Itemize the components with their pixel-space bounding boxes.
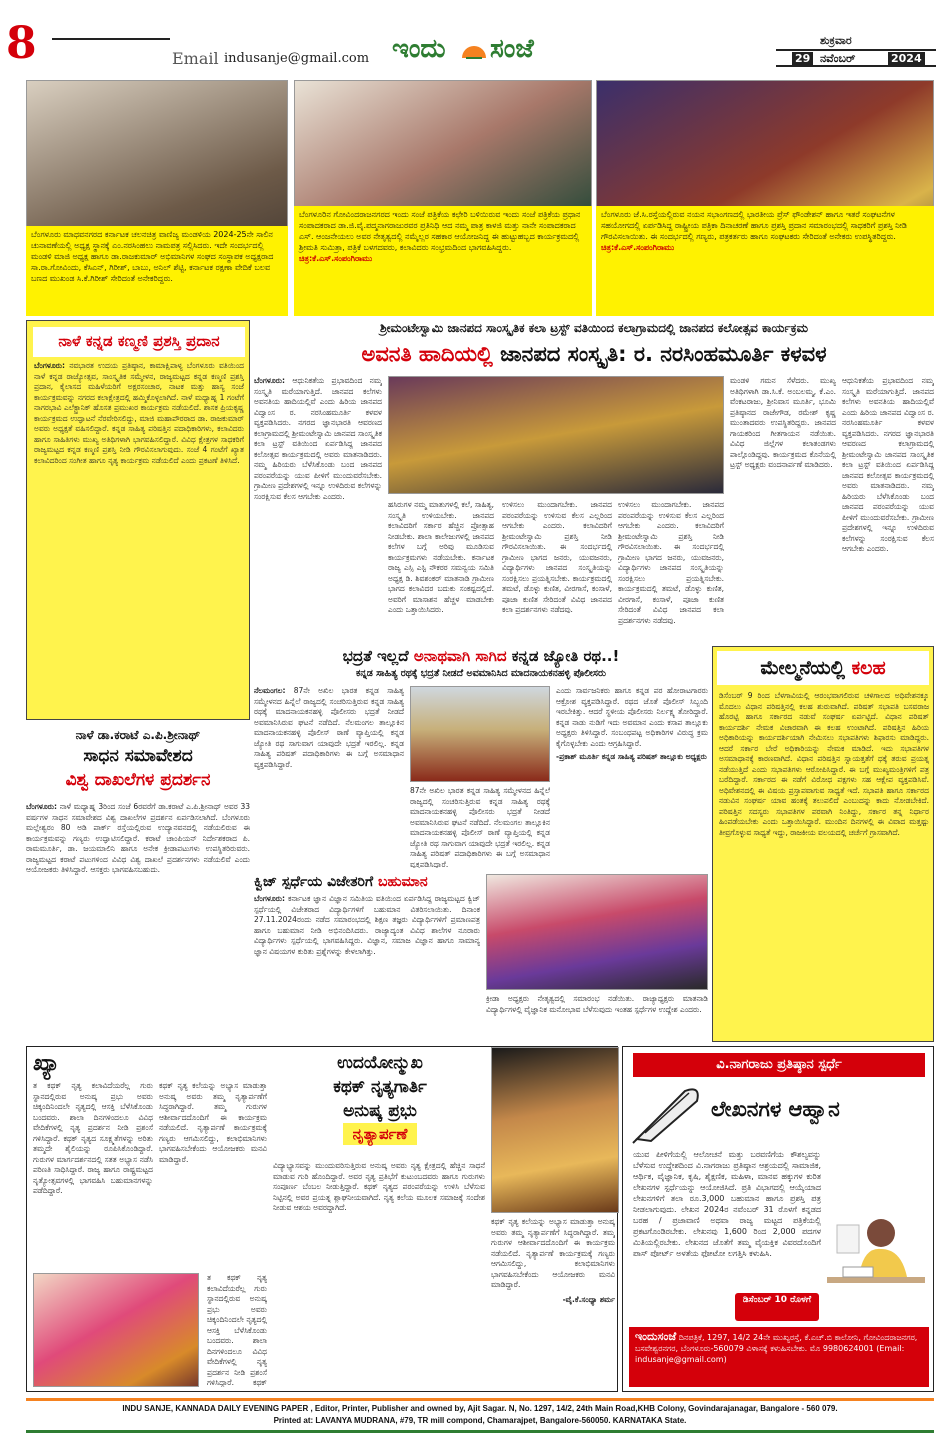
- lead-col-4: ಮಂಡಳಿ ಗಮನ ಸೆಳೆದರು. ಮುಖ್ಯ ಅತಿಥಿಗಳಾಗಿ ಡಾ.ಸಿ.ಕೆ. ಅಂಬಲಮ್ಮ, ಕೆ.ಎಂ. ವೆಂಕಟರಾಜು, ಶ್ರೀನಿವಾಸ ಮೂರ್ತಿ, ಭೂಮಿ ಪ್ರತಿಷ್ಠಾನದ ರಾಜೇಗೌಡ, ರಮೇಶ್ ಕೃಷ್ಣ ಮುಂತಾದವರು ಉಪಸ್ಥಿತರಿದ್ದರು. ಜಾನಪದ ಗಾಯಕರಿಂದ ಗೀತಗಾಯನ ನಡೆಯಿತು. ವಿವಿಧ ಜಿಲ್ಲೆಗಳ ಕಲಾತಂಡಗಳು ಪಾಲ್ಗೊಂಡಿದ್ದವು. ಕಾರ್ಯಕ್ರಮದ ಕೊನೆಯಲ್ಲಿ ಟ್ರಸ್ಟ್ ಅಧ್ಯಕ್ಷರು ವಂದನಾರ್ಪಣೆ ಮಾಡಿದರು.: [730, 376, 836, 469]
- weekday: ಶುಕ್ರವಾರ: [820, 34, 852, 47]
- ratha-col-2: 87ನೇ ಅಖಿಲ ಭಾರತ ಕನ್ನಡ ಸಾಹಿತ್ಯ ಸಮ್ಮೇಳನದ ಹಿನ್ನೆಲೆ ರಾಜ್ಯದಲ್ಲಿ ಸಂಚರಿಸುತ್ತಿರುವ ಕನ್ನಡ ಸಾಹಿತ್ಯ ರಥಕ್ಕೆ ಮಾದನಾಯಕನಹಳ್ಳಿ ಪೊಲೀಸರು ಭದ್ರತೆ ನೀಡದೆ ಅವಮಾನಿಸಿರುವ ಘಟನೆ ನಡೆದಿದೆ. ನೆಲಮಂಗಲ ತಾಲ್ಲೂಕಿನ ಮಾದನಾಯಕನಹಳ್ಳಿ ಪೊಲೀಸ್ ಠಾಣೆ ವ್ಯಾಪ್ತಿಯಲ್ಲಿ ಕನ್ನಡ ಜ್ಯೋತಿ ರಥ ಸಾಗುವಾಗ ಯಾವುದೇ ಭದ್ರತೆ ಇರಲಿಲ್ಲ. ಕನ್ನಡ ಸಾಹಿತ್ಯ ಪರಿಷತ್ ಪದಾಧಿಕಾರಿಗಳು ಈ ಬಗ್ಗೆ ಅಸಮಾಧಾನ ವ್ಯಕ್ತಪಡಿಸಿದ್ದಾರೆ.: [410, 786, 550, 868]
- kalaha-headline-pre: ಮೇಲ್ಮನೆಯಲ್ಲಿ: [760, 657, 852, 679]
- lead-col-2: ಹಸಿರುಗಳ ನಮ್ಮ ಮಾತುಗಳಲ್ಲಿ ಕಲೆ, ಸಾಹಿತ್ಯ, ಸಂಸ್ಕೃತಿ ಉಳಿಯಬೇಕು. ಜಾನಪದ ಕಲಾವಿದರಿಗೆ ಸರ್ಕಾರ ಹೆಚ್ಚಿನ ಪ್ರೋತ್ಸಾಹ ನೀಡಬೇಕು. ಶಾಲಾ ಕಾಲೇಜುಗಳಲ್ಲಿ ಜಾನಪದ ಕಲೆಗಳ ಬಗ್ಗೆ ಅರಿವು ಮೂಡಿಸುವ ಕಾರ್ಯಕ್ರಮಗಳು ನಡೆಯಬೇಕು. ಕರ್ನಾಟಕ ರಾಜ್ಯ ಎಸ್ಸಿ ಎಸ್ಟಿ ನೌಕರರ ಸಮನ್ವಯ ಸಮಿತಿ ಅಧ್ಯಕ್ಷ ಡಿ. ಶಿವಶಂಕರ್ ಮಾತನಾಡಿ ಗ್ರಾಮೀಣ ಭಾಗದ ಕಲಾವಿದರ ಬದುಕು ಸಂಕಷ್ಟದಲ್ಲಿದೆ. ಅವರಿಗೆ ಮಾಸಾಶನ ಹೆಚ್ಚಳ ಮಾಡಬೇಕು ಎಂದು ಒತ್ತಾಯಿಸಿದರು.: [388, 500, 494, 614]
- ratha-headline-pre: ಭದ್ರತೆ ಇಲ್ಲದೆ: [342, 647, 414, 665]
- dance-credit: -ವೈ.ಕೆ.ಸಂಧ್ಯಾ ಶರ್ಮ: [562, 1294, 615, 1304]
- article-quiz: [254, 872, 708, 1042]
- quiz-body-2: ಕ್ರೀಡಾ ಅಧ್ಯಕ್ಷರು ನೇತೃತ್ವದಲ್ಲಿ ಸಮಾರಂಭ ನಡೆಯಿತು. ರಾಜ್ಯಾಧ್ಯಕ್ಷರು ಮಾತನಾಡಿ ವಿದ್ಯಾರ್ಥಿಗಳಲ್ಲಿ ವೈಜ್ಞಾನಿಕ ಮನೋಭಾವ ಬೆಳೆಸುವುದು ಇಂತಹ ಸ್ಪರ್ಧೆಗಳ ಉದ್ದೇಶ ಎಂದರು.: [486, 994, 708, 1014]
- writer-illustration: [823, 1207, 929, 1317]
- quiz-headline-red: ಬಹುಮಾನ: [377, 874, 428, 890]
- photo-3-credit: ಚಿತ್ರ:ಕೆ.ಎಸ್.ಸಂಪಂಗಿರಾಮು: [601, 243, 675, 252]
- footer-rule-orange: [26, 1398, 934, 1401]
- newspaper-logo: [392, 34, 552, 72]
- ratha-headline-post: ಕನ್ನಡ ಜ್ಯೋತಿ ರಥ..!: [506, 647, 620, 665]
- headline-kanmani: ನಾಳೆ ಕನ್ನಡ ಕಣ್ಮಣಿ ಪ್ರಶಸ್ತಿ ಪ್ರದಾನ: [33, 327, 245, 357]
- text-karate: ನಾಳೆ ಮಧ್ಯಾಹ್ನ 3ರಿಂದ ಸಂಜೆ 6ರವರೆಗೆ ಡಾ.ಕರಾಟೆ ಎ.ಪಿ.ಶ್ರೀನಾಥ್ ಅವರ 33 ವರ್ಷಗಳ ಸಾಧನ ಸಮಾವೇಶದ ವಿಶ್ವ ದಾಖಲೆಗಳ ಪ್ರದರ್ಶನ ಏರ್ಪಡಿಸಲಾಗಿದೆ. ಬೆಂಗಳೂರು ಮಲ್ಲೇಶ್ವರಂ 80 ಅಡಿ ಪಾರ್ಕ್ ರಸ್ತೆಯಲ್ಲಿರುವ ಉದ್ಯಾನವನದಲ್ಲಿ ನಡೆಯಲಿರುವ ಈ ಕಾರ್ಯಕ್ರಮವನ್ನು ಗಣ್ಯರು ಉದ್ಘಾಟಿಸಲಿದ್ದಾರೆ. ಕರಾಟೆ ಚಾಂಪಿಯನ್ ನಿರ್ದೇಶಕರಾದ ಪಿ. ರಾಮಮೂರ್ತಿ, ಡಾ. ಜಯಮಾಲಿನಿ ಹಾಗೂ ಅನೇಕ ಕ್ರೀಡಾಪಟುಗಳು ಉಪಸ್ಥಿತರಿರುವರು. ರಾಜ್ಯಮಟ್ಟದ ಕರಾಟೆ ಪಟುಗಳಿಂದ ವಿವಿಧ ವಿಶ್ವ ದಾಖಲೆ ಪ್ರದರ್ಶನಗಳು ನಡೆಯಲಿವೆ ಎಂದು ಆಯೋಜಕರು ತಿಳಿಸಿದ್ದಾರೆ. ಆಸಕ್ತರು ಭಾಗವಹಿಸಬಹುದು.: [26, 802, 250, 874]
- ratha-col-1: [254, 686, 404, 868]
- ad-address-box: [629, 1327, 929, 1387]
- dance-photo-small: [33, 1273, 199, 1387]
- date-month: ನವೆಂಬರ್: [820, 52, 856, 65]
- quiz-photo: [486, 874, 708, 990]
- lead-col-5: ಆಧುನಿಕತೆಯ ಪ್ರಭಾವದಿಂದ ನಮ್ಮ ಸಂಸ್ಕೃತಿ ಮರೆಯಾಗುತ್ತಿದೆ. ಜಾನಪದ ಕಲೆಗಳು ಅವನತಿಯ ಹಾದಿಯಲ್ಲಿವೆ ಎಂದು ಹಿರಿಯ ಜಾನಪದ ವಿದ್ವಾಂಸ ರ. ನರಸಿಂಹಮೂರ್ತಿ ಕಳವಳ ವ್ಯಕ್ತಪಡಿಸಿದರು. ನಗರದ ಜ್ಞಾನಭಾರತಿ ಆವರಣದ ಕಲಾಗ್ರಾಮದಲ್ಲಿ ಶ್ರೀಮಂಟೇಸ್ವಾಮಿ ಜಾನಪದ ಸಾಂಸ್ಕೃತಿಕ ಕಲಾ ಟ್ರಸ್ಟ್ ವತಿಯಿಂದ ಏರ್ಪಡಿಸಿದ್ದ ಜಾನಪದ ಕಲೋತ್ಸವ ಕಾರ್ಯಕ್ರಮದಲ್ಲಿ ಅವರು ಮಾತನಾಡಿದರು. ನಮ್ಮ ಹಿರಿಯರು ಬೆಳೆಸಿಕೊಂಡು ಬಂದ ಜಾನಪದ ಪರಂಪರೆಯನ್ನು ಯುವ ಪೀಳಿಗೆ ಮುಂದುವರೆಸಬೇಕು. ಗ್ರಾಮೀಣ ಪ್ರದೇಶಗಳಲ್ಲಿ ಇನ್ನೂ ಉಳಿದಿರುವ ಕಲೆಗಳನ್ನು ಸಂರಕ್ಷಿಸುವ ಕೆಲಸ ಆಗಬೇಕು ಎಂದರು.: [842, 376, 934, 553]
- ratha-dateline: ನೆಲಮಂಗಲ:: [254, 686, 286, 695]
- dance-col-5: ತ ಕಥಕ್ ನೃತ್ಯ ಕಲಾವಿದೆಯರೆಲ್ಲ ಗುರು ಸ್ಥಾನದಲ್ಲಿರುವ ಅನುಷ್ಕ ಪ್ರಭು ಅವರು ಚಿಕ್ಕಂದಿನಿಂದಲೇ ನೃತ್ಯದಲ್ಲಿ ಆಸಕ್ತಿ ಬೆಳೆಸಿಕೊಂಡು ಬಂದವರು. ಶಾಲಾ ದಿನಗಳಿಂದಲೂ ವಿವಿಧ ವೇದಿಕೆಗಳಲ್ಲಿ ನೃತ್ಯ ಪ್ರದರ್ಶನ ನೀಡಿ ಪ್ರಶಂಸೆ ಗಳಿಸಿದ್ದಾರೆ. ಕಥಕ್: [207, 1273, 267, 1387]
- dance-col-4-text: ಕಥಕ್ ನೃತ್ಯ ಕಲೆಯನ್ನು ಅಭ್ಯಾಸ ಮಾಡುತ್ತಾ ಅನುಷ್ಕ ಅವರು ತಮ್ಮ ನೃತ್ಯಾರ್ಪಣೆಗೆ ಸಿದ್ಧರಾಗಿದ್ದಾರೆ. ತಮ್ಮ ಗುರುಗಳ ಆಶೀರ್ವಾದದೊಂದಿಗೆ ಈ ಕಾರ್ಯಕ್ರಮ ನಡೆಯಲಿದೆ. ನೃತ್ಯಾರ್ಪಣೆ ಕಾರ್ಯಕ್ರಮಕ್ಕೆ ಗಣ್ಯರು ಆಗಮಿಸಲಿದ್ದು, ಕಲಾಭಿಮಾನಿಗಳು ಭಾಗವಹಿಸಬೇಕೆಂದು ಆಯೋಜಕರು ಮನವಿ ಮಾಡಿದ್ದಾರೆ.: [491, 1217, 615, 1289]
- quiz-dateline: ಬೆಂಗಳೂರು:: [254, 894, 286, 903]
- photo-2-credit: ಚಿತ್ರ:ಕೆ.ಎಸ್.ಸಂಪಂಗಿರಾಮು: [299, 254, 373, 263]
- ratha-col-3: [556, 686, 708, 868]
- dance-headline: [273, 1051, 487, 1159]
- deadline-badge: ಡಿಸೆಂಬರ್ 10 ರೊಳಗೆ: [735, 1293, 819, 1321]
- lead-photo: [388, 376, 724, 494]
- ad-body: ಯುವ ಪೀಳಿಗೆಯಲ್ಲಿ ಆಲೋಚನೆ ಮತ್ತು ಬರವಣಿಗೆಯ ಕೌಶಲ್ಯವನ್ನು ಬೆಳೆಸುವ ಉದ್ದೇಶದಿಂದ ವಿ.ನಾಗರಾಜು ಪ್ರತಿಷ್ಠಾನ ಆಶ್ರಯದಲ್ಲಿ ಸಾಮಾಜಿಕ, ಆರ್ಥಿಕ, ವೈಜ್ಞಾನಿಕ, ಕೃಷಿ, ಶೈಕ್ಷಣಿಕ, ಮಹಿಳಾ, ಮಾನವ ಹಕ್ಕುಗಳ ಕುರಿತ ಲೇಖನಗಳ ಸ್ಪರ್ಧೆಯನ್ನು ಆಯೋಜಿಸಿದೆ. ಪ್ರತಿ ವಿಭಾಗದಲ್ಲಿ ಆಯ್ಕೆಯಾದ ಲೇಖನಗಳಿಗೆ ತಲಾ ರೂ.3,000 ಬಹುಮಾನ ಹಾಗೂ ಪ್ರಶಸ್ತಿ ಪತ್ರ ನೀಡಲಾಗುವುದು. ಲೇಖನ 2024ರ ನವೆಂಬರ್ 31 ರೊಳಗೆ ಕನ್ನಡದ ಬರಹ / ಪ್ರಜಾವಾಣಿ ಅಥವಾ ರಾಜ್ಯ ಮಟ್ಟದ ಪತ್ರಿಕೆಯಲ್ಲಿ ಪ್ರಕಟಗೊಂಡಿರಬೇಕು. ಲೇಖನವು 1,600 ರಿಂದ 2,000 ಪದಗಳ ಮಿತಿಯಲ್ಲಿರಬೇಕು. ಲೇಖನದ ಜೊತೆಗೆ ತಮ್ಮ ವೈಯಕ್ತಿಕ ವಿವರದೊಂದಿಗೆ ಪಾಸ್ ಪೋರ್ಟ್ ಅಳತೆಯ ಫೋಟೋ ಲಗತ್ತಿಸಿ ಕಳುಹಿಸಿ.: [633, 1150, 821, 1258]
- dance-photo-portrait: [491, 1047, 619, 1213]
- ratha-credit: -ಪ್ರಕಾಶ್ ಮೂರ್ತಿ ಕನ್ನಡ ಸಾಹಿತ್ಯ ಪರಿಷತ್ ತಾಲ್ಲೂಕು ಅಧ್ಯಕ್ಷರು: [556, 752, 707, 761]
- lead-col-1: [254, 376, 382, 642]
- date-day: 29: [792, 52, 813, 65]
- dance-headline-2: ಕಥಕ್ ನೃತ್ಯಗಾರ್ತಿ: [333, 1077, 427, 1097]
- dance-headline-4: ನೃತ್ಯಾರ್ಪಣೆ: [343, 1123, 418, 1145]
- article-dance: [26, 1046, 618, 1392]
- email-label: Email: [172, 49, 219, 68]
- page-number: 8: [6, 18, 37, 69]
- dance-headline-3: ಅನುಷ್ಕ ಪ್ರಭು: [343, 1101, 417, 1121]
- logo-right-text: ಸಂಜೆ: [490, 34, 534, 64]
- photo-2-caption-text: ಬೆಂಗಳೂರಿನ ಗೋವಿಂದರಾಜನಗರದ ಇಂದು ಸಂಜೆ ಪತ್ರಿಕೆಯ ಕಛೇರಿ ಬಳಿಯಿರುವ ಇಂದು ಸಂಜೆ ಪತ್ರಿಕೆಯ ಪ್ರಧಾನ ಸಂಪಾದಕರಾದ ಡಾ.ಜಿ.ವೈ.ಪದ್ಮನಾಗರಾಜುರವರ ಪ್ರತಿನಿಧಿ ಆದ ನಮ್ಮ ಪಾತ್ರ ಕಾಳಜಿ ಮತ್ತು ನಾನೇ ಸಂಪಾದಕರಾದ ಎಸ್. ಆಂಜನೇಯಲು ಅವರ ನೇತೃತ್ವದಲ್ಲಿ ನಮ್ಮೆಲ್ಲರ ಸಹಕಾರ ಆಯೋಜನಿದ್ದ ಈ ಹುಟ್ಟುಹಬ್ಬದ ಕಾರ್ಯಕ್ರಮದಲ್ಲಿ ಶ್ರೀಮತಿ ಸುಮಿತ್ರಾ, ಪತ್ರಿಕೆ ಬಳಗದವರು, ಕಲಾವಿದರು ಸಂಭ್ರಮದಿಂದ ಭಾಗವಹಿಸಿದ್ದರು.: [299, 210, 581, 252]
- ad-kicker: ವಿ.ನಾಗರಾಜು ಪ್ರತಿಷ್ಠಾನ ಸ್ಪರ್ಧೆ: [633, 1053, 925, 1077]
- ratha-subhead: ಕನ್ನಡ ಸಾಹಿತ್ಯ ರಥಕ್ಕೆ ಭದ್ರತೆ ನೀಡದೆ ಅವಮಾನಿಸಿದ ಮಾದನಾಯಕನಹಳ್ಳಿ ಪೊಲೀಸರು: [355, 668, 607, 679]
- photo-3-caption-text: ಬೆಂಗಳೂರು ಜೆ.ಸಿ.ರಸ್ತೆಯಲ್ಲಿರುವ ನಯನ ಸಭಾಂಗಣದಲ್ಲಿ ಭಾರತೀಯ ಪ್ರೆಸ್ ಫೌಂಡೇಶನ್ ಹಾಗೂ ಇತರೆ ಸಂಘಟನೆಗಳ ಸಹಯೋಗದಲ್ಲಿ ಏರ್ಪಡಿಸಿದ್ದ ರಾಷ್ಟ್ರೀಯ ಪತ್ರಿಕಾ ದಿನಾಚರಣೆ ಹಾಗೂ ಪ್ರಶಸ್ತಿ ಪ್ರದಾನ ಸಮಾರಂಭದಲ್ಲಿ ಸಾಧಕರಿಗೆ ಪ್ರಶಸ್ತಿ ನೀಡಿ ಗೌರವಿಸಲಾಯಿತು. ಈ ಸಂದರ್ಭದಲ್ಲಿ ಗಣ್ಯರು, ಪತ್ರಕರ್ತರು ಹಾಗೂ ಸಂಘಟಕರು ಸೇರಿದಂತೆ ಅನೇಕರು ಉಪಸ್ಥಿತರಿದ್ದರು.: [601, 210, 907, 241]
- kalaha-headline: [717, 651, 929, 685]
- headline-karate-1: ಸಾಧನ ಸಮಾವೇಶದ: [83, 746, 193, 766]
- body-karate: [26, 802, 250, 1042]
- ad-address-text: ದಿನಪತ್ರಿಕೆ, 1297, 14/2 24ನೇ ಮುಖ್ಯರಸ್ತೆ, ಕೆ.ಎಚ್.ಬಿ ಕಾಲೋನಿ, ಗೋವಿಂದರಾಜನಗರ, ಬಸವೇಶ್ವರನಗರ, ಬೆಂಗಳೂರು-560079 ವಿಳಾಸಕ್ಕೆ ಕಳುಹಿಸಬೇಕು. ಮೊ 9980624001 (Email: indusanje@gmail.com): [635, 1333, 918, 1364]
- ratha-col-3-text: ಎಂದು ಸಾರ್ವಜನಿಕರು ಹಾಗೂ ಕನ್ನಡ ಪರ ಹೋರಾಟಗಾರರು ಆಕ್ರೋಶ ವ್ಯಕ್ತಪಡಿಸಿದ್ದಾರೆ. ರಥದ ಜೊತೆ ಪೊಲೀಸ್ ಸಿಬ್ಬಂದಿ ಇರಬೇಕಿತ್ತು. ಆದರೆ ಸ್ಥಳೀಯ ಪೊಲೀಸರು ನಿರ್ಲಕ್ಷ್ಯ ತೋರಿದ್ದಾರೆ. ಕನ್ನಡ ನಾಡು ನುಡಿಗೆ ಇದು ಅವಮಾನ ಎಂದು ಕಸಾಪ ತಾಲ್ಲೂಕು ಅಧ್ಯಕ್ಷರು ತಿಳಿಸಿದ್ದಾರೆ. ಸಂಬಂಧಪಟ್ಟ ಅಧಿಕಾರಿಗಳ ವಿರುದ್ಧ ಕ್ರಮ ಕೈಗೊಳ್ಳಬೇಕು ಎಂದು ಆಗ್ರಹಿಸಿದ್ದಾರೆ.: [556, 686, 708, 748]
- kicker-karate: ನಾಳೆ ಡಾ.ಕರಾಟೆ ಎ.ಪಿ.ಶ್ರೀನಾಥ್: [75, 728, 201, 742]
- quiz-body: [254, 894, 480, 1042]
- dateline-kanmani: ಬೆಂಗಳೂರು:: [34, 361, 66, 370]
- text-kanmani: ನವಭಾರತ ಉದಯ ಪ್ರತಿಷ್ಠಾನ, ಕಾಮಾಕ್ಷಿಪಾಳ್ಯ ಬೆಂಗಳೂರು ವತಿಯಿಂದ ನಾಳೆ ಕನ್ನಡ ರಾಜ್ಯೋತ್ಸವ, ಸಾಂಸ್ಕೃತಿಕ ಸಮ್ಮೇಳನ, ರಾಜ್ಯಮಟ್ಟದ ಕನ್ನಡ ಕಣ್ಮಣಿ ಪ್ರಶಸ್ತಿ ಪ್ರದಾನ, ಕೈಲಾಸದ ಮಹಿಳೆಯರಿಗೆ ಅಕ್ಷರಸಂಚಾರ, ನಾಟಕ ಮತ್ತು ಹಾಸ್ಯ ಸಂಜೆ ಕಾರ್ಯಕ್ರಮವನ್ನು ನಗರದ ಕಲಾಕ್ಷೇತ್ರದಲ್ಲಿ ಹಮ್ಮಿಕೊಳ್ಳಲಾಗಿದೆ. ನಾಳೆ ಮಧ್ಯಾಹ್ನ 1 ಗಂಟೆಗೆ ನಾಗರಭಾವಿ ಎಲೆಕ್ಟ್ರಾನಿಕ್ ಹೊಸತ ಪ್ರಮುಖರ ಕಾರ್ಯಕ್ರಮ ನಡೆಯಲಿದೆ. ಶಾಸಕ ಪ್ರಿಯಕೃಷ್ಣ ಕಾರ್ಯಕ್ರಮದ ಉದ್ಘಾಟನೆ ನೆರವೇರಿಸಲಿದ್ದು, ಮಾಜಿ ಮಹಾಪೌರರಾದ ಡಾ. ರಾಜಕುಮಾರ್ ಅವರು ಅಧ್ಯಕ್ಷತೆ ವಹಿಸಲಿದ್ದಾರೆ. ಕನ್ನಡ ಸಾಹಿತ್ಯ ಪರಿಷತ್ತಿನ ಪದಾಧಿಕಾರಿಗಳು, ಕಲಾವಿದರು ಹಾಗೂ ಸಾಹಿತಿಗಳು ಮುಖ್ಯ ಅತಿಥಿಗಳಾಗಿ ಭಾಗವಹಿಸಲಿದ್ದಾರೆ. ವಿವಿಧ ಕ್ಷೇತ್ರಗಳ ಸಾಧಕರಿಗೆ ರಾಜ್ಯಮಟ್ಟದ ಕನ್ನಡ ಕಣ್ಮಣಿ ಪ್ರಶಸ್ತಿ ನೀಡಿ ಗೌರವಿಸಲಾಗುವುದು. ಸಂಜೆ 4 ಗಂಟೆಗೆ ಖ್ಯಾತ ಕಲಾವಿದರಿಂದ ಸಂಗೀತ ಹಾಗೂ ನೃತ್ಯ ಕಾರ್ಯಕ್ರಮ ನಡೆಯಲಿದೆ ಎಂದು ಪ್ರಕಟಣೆ ತಿಳಿಸಿದೆ.: [34, 361, 244, 465]
- quiz-body-text: ಕರ್ನಾಟಕ ಜ್ಞಾನ ವಿಜ್ಞಾನ ಸಮಿತಿಯ ವತಿಯಿಂದ ಏರ್ಪಡಿಸಿದ್ದ ರಾಜ್ಯಮಟ್ಟದ ಕ್ವಿಜ್ ಸ್ಪರ್ಧೆಯಲ್ಲಿ ವಿಜೇತರಾದ ವಿದ್ಯಾರ್ಥಿಗಳಿಗೆ ಬಹುಮಾನ ವಿತರಿಸಲಾಯಿತು. ದಿನಾಂಕ 27.11.2024ರಂದು ನಡೆದ ಸಮಾರಂಭದಲ್ಲಿ ಶಿಕ್ಷಣ ತಜ್ಞರು ವಿದ್ಯಾರ್ಥಿಗಳಿಗೆ ಪ್ರಮಾಣಪತ್ರ ಹಾಗೂ ಬಹುಮಾನ ನೀಡಿ ಅಭಿನಂದಿಸಿದರು. ರಾಜ್ಯಾದ್ಯಂತ ವಿವಿಧ ಶಾಲೆಗಳ ನೂರಾರು ವಿದ್ಯಾರ್ಥಿಗಳು ಸ್ಪರ್ಧೆಯಲ್ಲಿ ಭಾಗವಹಿಸಿದ್ದರು. ವಿಜ್ಞಾನ, ಸಮಾಜ ವಿಜ್ಞಾನ ಹಾಗೂ ಸಾಮಾನ್ಯ ಜ್ಞಾನ ವಿಷಯಗಳ ಕುರಿತು ಪ್ರಶ್ನೆಗಳನ್ನು ಕೇಳಲಾಗಿತ್ತು.: [254, 894, 480, 956]
- photo-feature-1: [26, 80, 288, 316]
- footer-line-1: INDU SANJE, KANNADA DAILY EVENING PAPER , Editor, Printer, Publisher and owned by, Ajit Sagar. N, No. 1297, 14/2, 24th Main Road,KHB Colony, Govindarajanagar, Bangalore - 560 079.: [122, 1404, 838, 1413]
- lead-headline-black: ಜಾನಪದ ಸಂಸ್ಕೃತಿ: ರ. ನರಸಿಂಹಮೂರ್ತಿ ಕಳವಳ: [500, 342, 827, 366]
- ratha-photo: [410, 686, 550, 782]
- masthead: [0, 0, 945, 78]
- lead-headline-red: ಅವನತಿ ಹಾದಿಯಲ್ಲಿ: [361, 342, 493, 366]
- lead-headline: [254, 338, 934, 372]
- dance-col-2: ಕಥಕ್ ನೃತ್ಯ ಕಲೆಯನ್ನು ಅಭ್ಯಾಸ ಮಾಡುತ್ತಾ ಅನುಷ್ಕ ಅವರು ತಮ್ಮ ನೃತ್ಯಾರ್ಪಣೆಗೆ ಸಿದ್ಧರಾಗಿದ್ದಾರೆ. ತಮ್ಮ ಗುರುಗಳ ಆಶೀರ್ವಾದದೊಂದಿಗೆ ಈ ಕಾರ್ಯಕ್ರಮ ನಡೆಯಲಿದೆ. ನೃತ್ಯಾರ್ಪಣೆ ಕಾರ್ಯಕ್ರಮಕ್ಕೆ ಗಣ್ಯರು ಆಗಮಿಸಲಿದ್ದು, ಕಲಾಭಿಮಾನಿಗಳು ಭಾಗವಹಿಸಬೇಕೆಂದು ಆಯೋಜಕರು ಮನವಿ ಮಾಡಿದ್ದಾರೆ.: [159, 1081, 267, 1164]
- photo-3-caption: [596, 206, 934, 316]
- dance-col-4: [491, 1217, 615, 1387]
- dance-col-1: ತ ಕಥಕ್ ನೃತ್ಯ ಕಲಾವಿದೆಯರೆಲ್ಲ ಗುರು ಸ್ಥಾನದಲ್ಲಿರುವ ಅನುಷ್ಕ ಪ್ರಭು ಅವರು ಚಿಕ್ಕಂದಿನಿಂದಲೇ ನೃತ್ಯದಲ್ಲಿ ಆಸಕ್ತಿ ಬೆಳೆಸಿಕೊಂಡು ಬಂದವರು. ಶಾಲಾ ದಿನಗಳಿಂದಲೂ ವಿವಿಧ ವೇದಿಕೆಗಳಲ್ಲಿ ನೃತ್ಯ ಪ್ರದರ್ಶನ ನೀಡಿ ಪ್ರಶಂಸೆ ಗಳಿಸಿದ್ದಾರೆ. ಕಥಕ್ ನೃತ್ಯದ ಸೂಕ್ಷ್ಮತೆಗಳನ್ನು ಅರಿತು ತಮ್ಮದೇ ಶೈಲಿಯನ್ನು ರೂಪಿಸಿಕೊಂಡಿದ್ದಾರೆ. ಗುರುಗಳ ಮಾರ್ಗದರ್ಶನದಲ್ಲಿ ಸತತ ಅಭ್ಯಾಸ ನಡೆಸಿ ಪರಿಣತಿ ಸಾಧಿಸಿದ್ದಾರೆ. ರಾಜ್ಯ ಹಾಗೂ ರಾಷ್ಟ್ರಮಟ್ಟದ ನೃತ್ಯೋತ್ಸವಗಳಲ್ಲಿ ಭಾಗವಹಿಸಿ ಬಹುಮಾನಗಳನ್ನು ಪಡೆದಿದ್ದಾರೆ.: [33, 1081, 153, 1195]
- ad-essay-competition: [622, 1046, 934, 1392]
- masthead-rule: [52, 38, 170, 40]
- quill-icon: [631, 1083, 707, 1145]
- article-kalaha: [712, 646, 934, 1042]
- quiz-headline-pre: ಕ್ವಿಜ್ ಸ್ಪರ್ಧೆಯ ವಿಜೇತರಿಗೆ: [254, 874, 378, 890]
- ad-address-title: ಇಂದುಸಂಜೆ: [635, 1330, 677, 1343]
- logo-left-text: ಇಂದು: [392, 34, 446, 64]
- lead-dateline: ಬೆಂಗಳೂರು:: [254, 376, 286, 385]
- date-box: [776, 49, 936, 67]
- photo-feature-2: [294, 80, 592, 316]
- lead-kicker: ಶ್ರೀಮಂಟೇಸ್ವಾಮಿ ಜಾನಪದ ಸಾಂಸ್ಕೃತಿಕ ಕಲಾ ಟ್ರಸ್ಟ್ ವತಿಯಿಂದ ಕಲಾಗ್ರಾಮದಲ್ಲಿ ಜಾನಪದ ಕಲೋತ್ಸವ ಕಾರ್ಯಕ್ರಮ: [379, 321, 809, 335]
- ad-headline: ಲೇಖನಗಳ ಆಹ್ವಾನ: [711, 1097, 840, 1121]
- footer-rule-green: [26, 1430, 934, 1433]
- lead-col-1-text: ಆಧುನಿಕತೆಯ ಪ್ರಭಾವದಿಂದ ನಮ್ಮ ಸಂಸ್ಕೃತಿ ಮರೆಯಾಗುತ್ತಿದೆ. ಜಾನಪದ ಕಲೆಗಳು ಅವನತಿಯ ಹಾದಿಯಲ್ಲಿವೆ ಎಂದು ಹಿರಿಯ ಜಾನಪದ ವಿದ್ವಾಂಸ ರ. ನರಸಿಂಹಮೂರ್ತಿ ಕಳವಳ ವ್ಯಕ್ತಪಡಿಸಿದರು. ನಗರದ ಜ್ಞಾನಭಾರತಿ ಆವರಣದ ಕಲಾಗ್ರಾಮದಲ್ಲಿ ಶ್ರೀಮಂಟೇಸ್ವಾಮಿ ಜಾನಪದ ಸಾಂಸ್ಕೃತಿಕ ಕಲಾ ಟ್ರಸ್ಟ್ ವತಿಯಿಂದ ಏರ್ಪಡಿಸಿದ್ದ ಜಾನಪದ ಕಲೋತ್ಸವ ಕಾರ್ಯಕ್ರಮದಲ್ಲಿ ಅವರು ಮಾತನಾಡಿದರು. ನಮ್ಮ ಹಿರಿಯರು ಬೆಳೆಸಿಕೊಂಡು ಬಂದ ಜಾನಪದ ಪರಂಪರೆಯನ್ನು ಯುವ ಪೀಳಿಗೆ ಮುಂದುವರೆಸಬೇಕು. ಗ್ರಾಮೀಣ ಪ್ರದೇಶಗಳಲ್ಲಿ ಇನ್ನೂ ಉಳಿದಿರುವ ಕಲೆಗಳನ್ನು ಸಂರಕ್ಷಿಸುವ ಕೆಲಸ ಆಗಬೇಕು ಎಂದರು.: [254, 376, 382, 501]
- ratha-headline: [254, 646, 708, 666]
- article-kanmani: [26, 320, 250, 720]
- kalaha-body: ಡಿಸೆಂಬರ್ 9 ರಿಂದ ಬೆಳಗಾವಿಯಲ್ಲಿ ಆರಂಭವಾಗಲಿರುವ ಚಳಿಗಾಲದ ಅಧಿವೇಶನಕ್ಕೂ ಮೊದಲು ವಿಧಾನ ಪರಿಷತ್ತಿನಲ್ಲಿ ಕಲಹ ಶುರುವಾಗಿದೆ. ಪರಿಷತ್ ಸಭಾಪತಿ ಬಸವರಾಜ ಹೊರಟ್ಟಿ ಹಾಗೂ ಸರ್ಕಾರದ ನಡುವೆ ಸಂಘರ್ಷ ಏರ್ಪಟ್ಟಿದೆ. ವಿಧಾನ ಪರಿಷತ್ ಕಾರ್ಯದರ್ಶಿ ನೇಮಕ ವಿಚಾರವಾಗಿ ಈ ಕಲಹ ಉಂಟಾಗಿದೆ. ಪರಿಷತ್ತಿನ ಹಿರಿಯ ಅಧಿಕಾರಿಯನ್ನು ಕಾರ್ಯದರ್ಶಿಯಾಗಿ ನೇಮಿಸಲು ಸಭಾಪತಿಗಳು ಶಿಫಾರಸು ಮಾಡಿದ್ದರು. ಆದರೆ ಸರ್ಕಾರ ಬೇರೆ ಅಧಿಕಾರಿಯನ್ನು ನೇಮಕ ಮಾಡಿದೆ. ಇದು ಸಭಾಪತಿಗಳ ಅಸಮಾಧಾನಕ್ಕೆ ಕಾರಣವಾಗಿದೆ. ವಿಧಾನ ಪರಿಷತ್ತಿನ ಸ್ವಾಯತ್ತತೆಗೆ ಧಕ್ಕೆ ತರುವ ಪ್ರಯತ್ನ ನಡೆಯುತ್ತಿದೆ ಎಂದು ಸಭಾಪತಿಗಳು ಆರೋಪಿಸಿದ್ದಾರೆ. ಈ ಬಗ್ಗೆ ಮುಖ್ಯಮಂತ್ರಿಗಳಿಗೆ ಪತ್ರ ಬರೆದಿದ್ದಾರೆ. ಸರ್ಕಾರದ ಈ ನಡೆಗೆ ವಿರೋಧ ಪಕ್ಷಗಳು ಸಹ ಆಕ್ಷೇಪ ವ್ಯಕ್ತಪಡಿಸಿವೆ. ಅಧಿವೇಶನದಲ್ಲಿ ಈ ವಿಷಯ ಪ್ರಸ್ತಾಪವಾಗುವ ಸಾಧ್ಯತೆ ಇದೆ. ಸಭಾಪತಿ ಹಾಗೂ ಸರ್ಕಾರದ ನಡುವಿನ ಸಂಘರ್ಷ ಯಾವ ಹಂತಕ್ಕೆ ತಲುಪಲಿದೆ ಎಂಬುದನ್ನು ಕಾದು ನೋಡಬೇಕಿದೆ. ಪರಿಷತ್ತಿನ ಸದಸ್ಯರು ಸಭಾಪತಿಗಳ ಪರವಾಗಿ ನಿಂತಿದ್ದು, ಸರ್ಕಾರ ತನ್ನ ನಿರ್ಧಾರ ಹಿಂಪಡೆಯಬೇಕು ಎಂದು ಒತ್ತಾಯಿಸಿದ್ದಾರೆ. ಮುಂದಿನ ದಿನಗಳಲ್ಲಿ ಈ ವಿವಾದ ಮತ್ತಷ್ಟು ತೀವ್ರಗೊಳ್ಳುವ ಸಾಧ್ಯತೆ ಇದ್ದು, ರಾಜಕೀಯ ವಲಯದಲ್ಲಿ ಚರ್ಚೆಗೆ ಗ್ರಾಸವಾಗಿದೆ.: [719, 691, 929, 837]
- email-address[interactable]: indusanje@gmail.com: [224, 51, 370, 66]
- ratha-col-1-text: 87ನೇ ಅಖಿಲ ಭಾರತ ಕನ್ನಡ ಸಾಹಿತ್ಯ ಸಮ್ಮೇಳನದ ಹಿನ್ನೆಲೆ ರಾಜ್ಯದಲ್ಲಿ ಸಂಚರಿಸುತ್ತಿರುವ ಕನ್ನಡ ಸಾಹಿತ್ಯ ರಥಕ್ಕೆ ಮಾದನಾಯಕನಹಳ್ಳಿ ಪೊಲೀಸರು ಭದ್ರತೆ ನೀಡದೆ ಅವಮಾನಿಸಿರುವ ಘಟನೆ ನಡೆದಿದೆ. ನೆಲಮಂಗಲ ತಾಲ್ಲೂಕಿನ ಮಾದನಾಯಕನಹಳ್ಳಿ ಪೊಲೀಸ್ ಠಾಣೆ ವ್ಯಾಪ್ತಿಯಲ್ಲಿ ಕನ್ನಡ ಜ್ಯೋತಿ ರಥ ಸಾಗುವಾಗ ಯಾವುದೇ ಭದ್ರತೆ ಇರಲಿಲ್ಲ. ಕನ್ನಡ ಸಾಹಿತ್ಯ ಪರಿಷತ್ ಪದಾಧಿಕಾರಿಗಳು ಈ ಬಗ್ಗೆ ಅಸಮಾಧಾನ ವ್ಯಕ್ತಪಡಿಸಿದ್ದಾರೆ.: [254, 686, 404, 769]
- ratha-headline-red: ಅನಾಥವಾಗಿ ಸಾಗಿದ: [413, 647, 507, 665]
- lead-article: [254, 320, 934, 642]
- date-year: 2024: [888, 52, 925, 65]
- photo-2-caption: [294, 206, 592, 316]
- dance-dropcap: ಖ್ಯಾ: [33, 1051, 60, 1076]
- lead-col-3: ಉಳಿಸಲು ಮುಂದಾಗಬೇಕು. ಜಾನಪದ ಪರಂಪರೆಯನ್ನು ಉಳಿಸುವ ಕೆಲಸ ಎಲ್ಲರಿಂದ ಆಗಬೇಕು ಎಂದರು. ಕಲಾವಿದರಿಗೆ ಶ್ರೀಮಂಟೇಸ್ವಾಮಿ ಪ್ರಶಸ್ತಿ ನೀಡಿ ಗೌರವಿಸಲಾಯಿತು. ಈ ಸಂದರ್ಭದಲ್ಲಿ ಗ್ರಾಮೀಣ ಭಾಗದ ಜನರು, ಯುವಜನರು, ವಿದ್ಯಾರ್ಥಿಗಳು ಜಾನಪದ ಸಂಸ್ಕೃತಿಯನ್ನು ಸಂರಕ್ಷಿಸಲು ಪ್ರಯತ್ನಿಸಬೇಕು. ಕಾರ್ಯಕ್ರಮದಲ್ಲಿ ತಮಟೆ, ಡೊಳ್ಳು ಕುಣಿತ, ವೀರಗಾಸೆ, ಕಂಸಾಳೆ, ಪೂಜಾ ಕುಣಿತ ಸೇರಿದಂತೆ ವಿವಿಧ ಜಾನಪದ ಕಲಾ ಪ್ರದರ್ಶನಗಳು ನಡೆದವು.: [502, 500, 612, 614]
- sunset-icon: [460, 40, 488, 62]
- body-kanmani: [34, 361, 244, 715]
- article-karate: [26, 728, 250, 1042]
- dance-col-3: ವಿದ್ಯಾಭ್ಯಾಸವನ್ನು ಮುಂದುವರಿಸುತ್ತಿರುವ ಅನುಷ್ಕ ಅವರು ನೃತ್ಯ ಕ್ಷೇತ್ರದಲ್ಲಿ ಹೆಚ್ಚಿನ ಸಾಧನೆ ಮಾಡುವ ಗುರಿ ಹೊಂದಿದ್ದಾರೆ. ಅವರ ನೃತ್ಯ ಪ್ರತಿಭೆಗೆ ಕುಟುಂಬದವರು ಹಾಗೂ ಗುರುಗಳು ಸಂಪೂರ್ಣ ಬೆಂಬಲ ನೀಡುತ್ತಿದ್ದಾರೆ. ಕಥಕ್ ನೃತ್ಯದ ಪರಂಪರೆಯನ್ನು ಉಳಿಸಿ ಬೆಳೆಸುವ ನಿಟ್ಟಿನಲ್ಲಿ ಅವರ ಪ್ರಯತ್ನ ಶ್ಲಾಘನೀಯವಾಗಿದೆ. ನೃತ್ಯ ಕಲೆಯ ಮೂಲಕ ಸಮಾಜಕ್ಕೆ ಸಂದೇಶ ನೀಡುವ ಆಶಯ ಅವರದ್ದಾಗಿದೆ.: [273, 1161, 485, 1212]
- photo-feature-3: [596, 80, 934, 316]
- footer: [0, 1398, 945, 1446]
- dance-headline-1: ಉದಯೋನ್ಮುಖ: [337, 1053, 423, 1073]
- lead-col-3b: ಉಳಿಸಲು ಮುಂದಾಗಬೇಕು. ಜಾನಪದ ಪರಂಪರೆಯನ್ನು ಉಳಿಸುವ ಕೆಲಸ ಎಲ್ಲರಿಂದ ಆಗಬೇಕು ಎಂದರು. ಕಲಾವಿದರಿಗೆ ಶ್ರೀಮಂಟೇಸ್ವಾಮಿ ಪ್ರಶಸ್ತಿ ನೀಡಿ ಗೌರವಿಸಲಾಯಿತು. ಈ ಸಂದರ್ಭದಲ್ಲಿ ಗ್ರಾಮೀಣ ಭಾಗದ ಜನರು, ಯುವಜನರು, ವಿದ್ಯಾರ್ಥಿಗಳು ಜಾನಪದ ಸಂಸ್ಕೃತಿಯನ್ನು ಸಂರಕ್ಷಿಸಲು ಪ್ರಯತ್ನಿಸಬೇಕು. ಕಾರ್ಯಕ್ರಮದಲ್ಲಿ ತಮಟೆ, ಡೊಳ್ಳು ಕುಣಿತ, ವೀರಗಾಸೆ, ಕಂಸಾಳೆ, ಪೂಜಾ ಕುಣಿತ ಸೇರಿದಂತೆ ವಿವಿಧ ಜಾನಪದ ಕಲಾ ಪ್ರದರ್ಶನಗಳು ನಡೆದವು.: [618, 500, 724, 625]
- photo-1-caption: ಬೆಂಗಳೂರು ಮಾಧವನಗರದ ಕರ್ನಾಟಕ ಚಲನಚಿತ್ರ ವಾಣಿಜ್ಯ ಮಂಡಳಿಯ 2024-25ನೇ ಸಾಲಿನ ಚುನಾವಣೆಯಲ್ಲಿ ಅಧ್ಯಕ್ಷ ಸ್ಥಾನಕ್ಕೆ ಎಂ.ನರಸಿಂಹಲು ನಾಮಪತ್ರ ಸಲ್ಲಿಸಿದರು. ಇದೇ ಸಂದರ್ಭದಲ್ಲಿ ಮಂಡಳಿ ಮಾಜಿ ಅಧ್ಯಕ್ಷ ಹಾಗೂ ಡಾ.ರಾಜಕುಮಾರ್ ಅಭಿಮಾನಿಗಳ ಸಂಘದ ಸಂಸ್ಥಾಪಕ ಅಧ್ಯಕ್ಷರಾದ ಸಾ.ರಾ.ಗೋವಿಂದು, ಕೆಸಿಎನ್, ಗಿರೀಶ್, ಬಾಬು, ಅನಿಲ್ ಶೆಟ್ಟಿ, ಕರ್ನಾಟಕ ರಕ್ಷಣಾ ವೇದಿಕೆ ಬಲವ ಬಣದ ಮುಖಂಡ ಸಿ.ಕೆ.ಗಿರೀಶ್ ಸೇರಿದಂತೆ ಅನೇಕರಿದ್ದರು.: [26, 226, 288, 316]
- dateline-karate: ಬೆಂಗಳೂರು:: [26, 802, 58, 811]
- kalaha-headline-red: ಕಲಹ: [851, 657, 886, 679]
- footer-line-2: Printed at: LAVANYA MUDRANA, #79, TR mill compond, Chamarajpet, Bangalore-560050. KARNATAKA State.: [273, 1416, 687, 1425]
- headline-karate-2: ವಿಶ್ವ ದಾಖಲೆಗಳ ಪ್ರದರ್ಶನ: [65, 770, 211, 790]
- quiz-headline: [254, 872, 480, 892]
- article-ratha: [254, 646, 708, 868]
